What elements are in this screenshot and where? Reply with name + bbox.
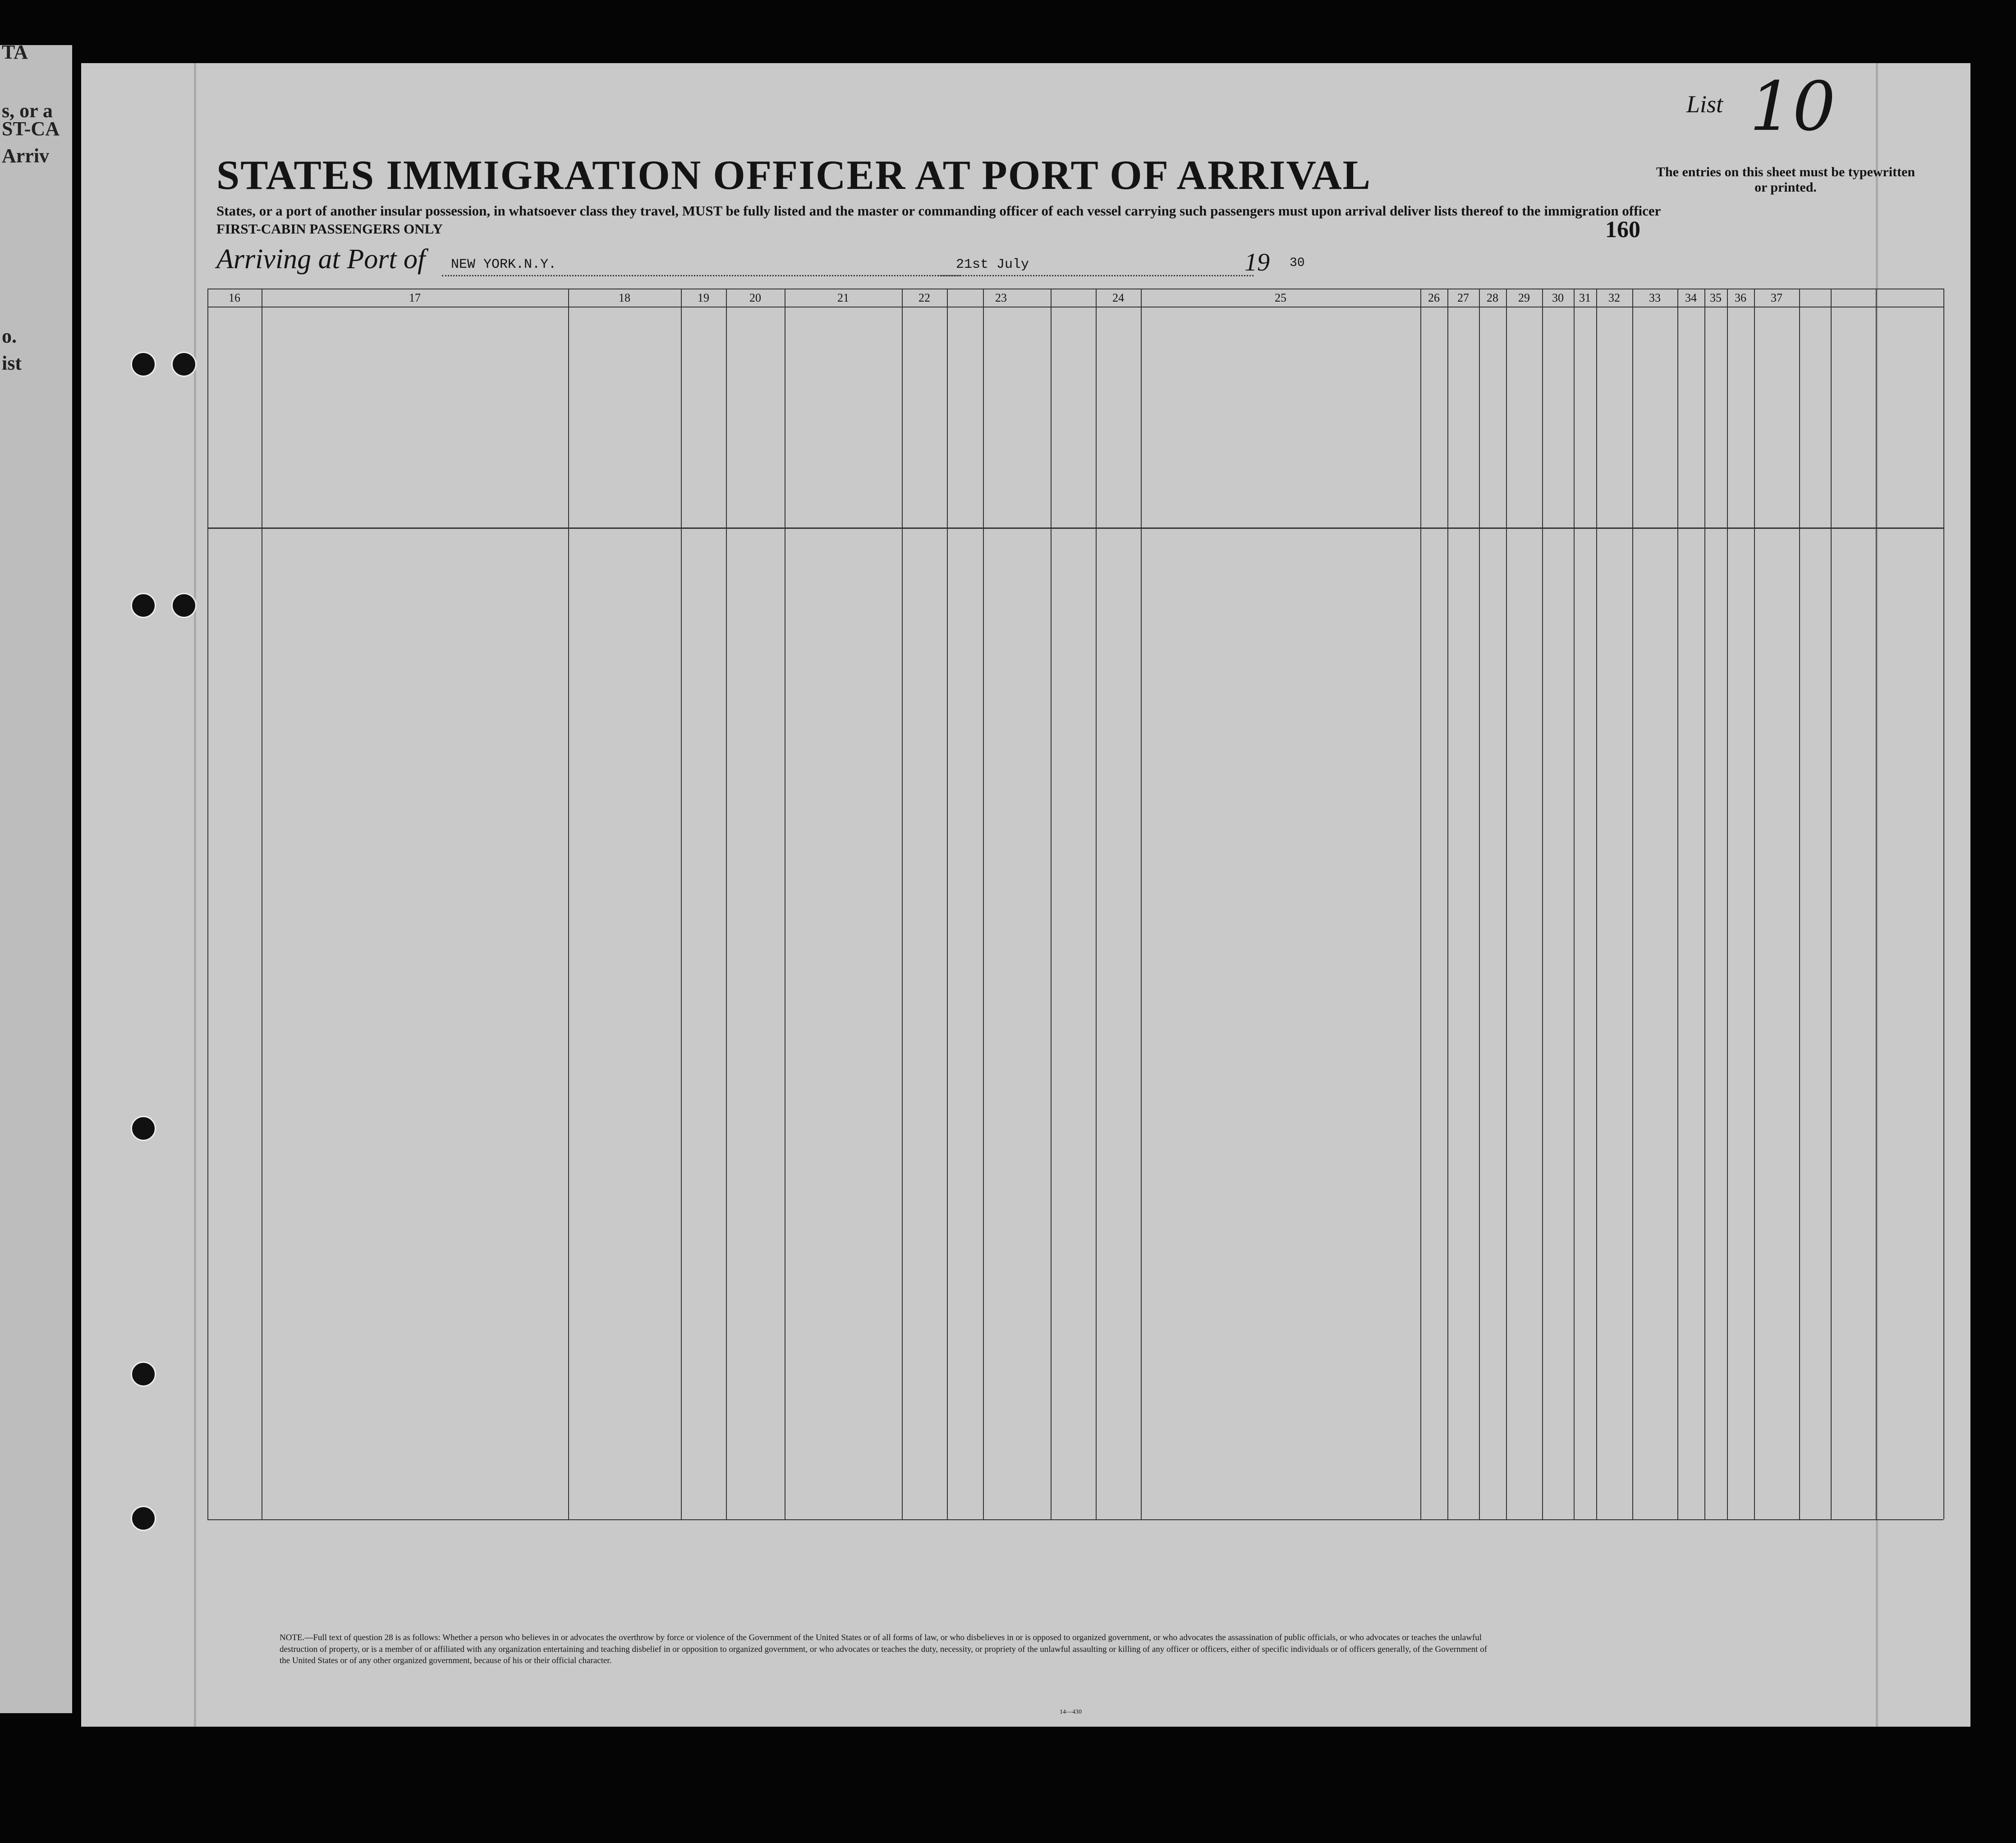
table-grid-line (1632, 289, 1633, 1519)
column-number: 33 (1649, 291, 1661, 304)
table-grid-line (207, 527, 1943, 529)
table-grid-line (1141, 289, 1142, 1519)
subtitle-class: FIRST-CABIN PASSENGERS ONLY (216, 221, 443, 237)
column-number: 35 (1710, 291, 1722, 304)
table-grid-line (1727, 289, 1728, 1519)
column-number: 21 (837, 291, 849, 304)
table-grid-line (207, 1519, 1943, 1520)
column-number: 23 (995, 291, 1007, 304)
strip-label: ST-CA (2, 118, 60, 140)
table-grid-line (1799, 289, 1800, 1519)
table-grid-line (1754, 289, 1755, 1519)
column-number: 27 (1457, 291, 1469, 304)
table-grid-line (1831, 289, 1832, 1519)
strip-label: Arriv (2, 145, 50, 167)
column-number: 31 (1579, 291, 1591, 304)
column-number: 36 (1735, 291, 1746, 304)
date-underline (938, 275, 1254, 276)
table-grid-line (1876, 289, 1877, 1519)
punch-hole (131, 1362, 156, 1387)
strip-label: ist (2, 352, 22, 374)
column-number: 25 (1275, 291, 1286, 304)
column-number: 18 (619, 291, 630, 304)
column-number: 19 (698, 291, 709, 304)
strip-label: o. (2, 325, 17, 347)
table-grid-line (1574, 289, 1575, 1519)
table-grid-line (1506, 289, 1507, 1519)
column-number: 24 (1112, 291, 1124, 304)
column-number: 26 (1428, 291, 1440, 304)
list-number: 10 (1750, 68, 1836, 146)
manifest-table (207, 289, 1943, 1519)
column-number: 20 (749, 291, 761, 304)
arriving-label: Arriving at Port of (216, 244, 426, 275)
column-number: 32 (1608, 291, 1620, 304)
table-grid-line (681, 289, 682, 1519)
column-number: 29 (1518, 291, 1530, 304)
table-grid-line (1096, 289, 1097, 1519)
table-grid-line (726, 289, 727, 1519)
date-value: 21st July (956, 257, 1029, 272)
strip-label: s, or a (2, 100, 53, 122)
punch-hole (131, 1506, 156, 1531)
adjacent-page-strip (0, 45, 72, 1713)
table-grid-line (983, 289, 984, 1519)
punch-hole (171, 352, 197, 377)
column-number: 34 (1685, 291, 1697, 304)
punch-hole (131, 1116, 156, 1141)
list-label: List (1686, 91, 1723, 118)
column-number: 16 (229, 291, 240, 304)
form-code: 160 (1605, 217, 1640, 243)
strip-label: TA (2, 45, 28, 63)
footnote: NOTE.—Full text of question 28 is as follows: Whether a person who believes in or advocates the overthrow by force or violence of the Government of the United States or of all forms of law, or who disbelieves in or is opposed to organized government, or who advocates the assassination of public officials, or who advocates or teaches the unlawful destruction of property, or is a member of or affiliated with any organization entertaining and teaching disbelief in or opposition to organized government, or who advocates or teaches the duty, necessity, or propriety of the unlawful assaulting or killing of any officer or officers, either of specific individuals or of officers generally, of the Government of the United States or of any other organized government, because of his or their official character. (280, 1633, 1488, 1666)
table-grid-line (902, 289, 903, 1519)
year-typed: 30 (1290, 256, 1305, 270)
typewritten-note: The entries on this sheet must be typewritten or printed. (1656, 165, 1915, 195)
table-grid-line (1704, 289, 1705, 1519)
column-number: 17 (409, 291, 421, 304)
column-number: 22 (918, 291, 930, 304)
column-number: 28 (1487, 291, 1498, 304)
table-grid-line (207, 289, 208, 1519)
port-underline (442, 275, 960, 276)
table-grid-line (1051, 289, 1052, 1519)
table-grid-line (1542, 289, 1543, 1519)
punch-hole (131, 352, 156, 377)
table-grid-line (947, 289, 948, 1519)
column-number: 37 (1771, 291, 1782, 304)
punch-hole (171, 593, 197, 618)
table-grid-line (1596, 289, 1597, 1519)
page-title: STATES IMMIGRATION OFFICER AT PORT OF ARRIVAL (216, 152, 1371, 198)
footer-code: 14—430 (1060, 1709, 1082, 1715)
column-number: 30 (1552, 291, 1564, 304)
table-grid-line (1420, 289, 1421, 1519)
year-printed: 19 (1245, 248, 1270, 276)
punch-hole (131, 593, 156, 618)
table-grid-line (1479, 289, 1480, 1519)
table-grid-line (1677, 289, 1678, 1519)
table-grid-line (1943, 289, 1944, 1519)
port-value: NEW YORK.N.Y. (451, 257, 557, 272)
page-fold-line (194, 63, 196, 1727)
table-grid-line (568, 289, 569, 1519)
subtitle-instructions: States, or a port of another insular possession, in whatsoever class they travel, MUST be fully listed and the master or commanding officer of each vessel carrying such passengers must upon arrival deliver lists thereof to the immigration officer (216, 203, 1661, 219)
manifest-page (81, 63, 1970, 1727)
table-grid-line (1447, 289, 1448, 1519)
